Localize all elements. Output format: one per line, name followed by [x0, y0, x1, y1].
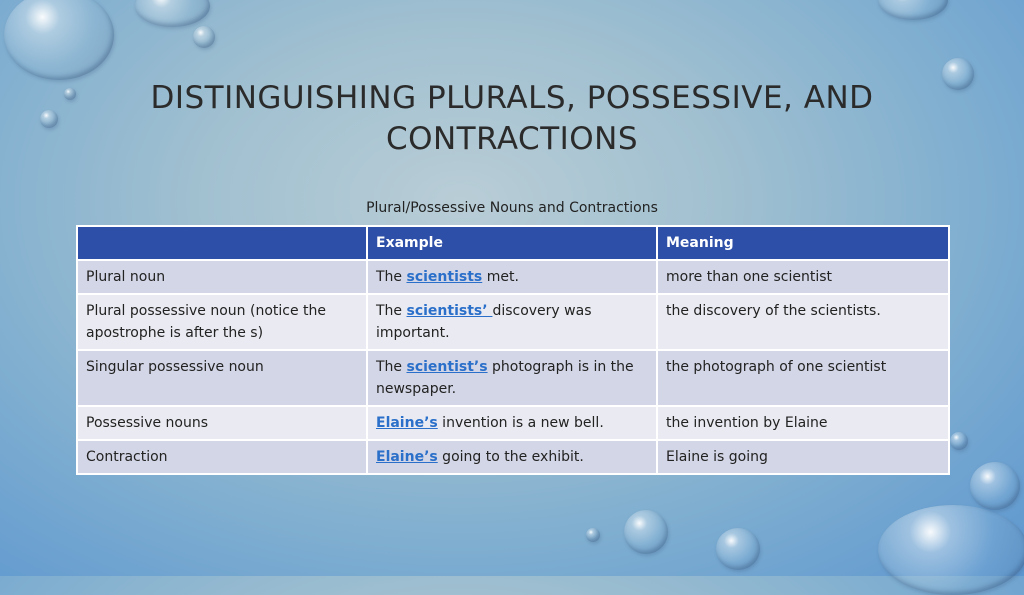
example-text: going to the exhibit.: [437, 449, 584, 465]
keyword-link[interactable]: scientist’s: [406, 359, 488, 375]
term-cell: Singular possessive noun: [77, 350, 367, 406]
header-cell-example: Example: [367, 226, 657, 260]
droplet-decoration: [878, 0, 948, 20]
header-cell-meaning: Meaning: [657, 226, 949, 260]
slide-title-line-1: DISTINGUISHING PLURALS, POSSESSIVE, AND: [150, 80, 874, 116]
table-caption: Plural/Possessive Nouns and Contractions: [366, 200, 658, 216]
keyword-link[interactable]: Elaine’s: [376, 449, 438, 465]
term-cell: Plural noun: [77, 260, 367, 294]
meaning-cell: the discovery of the scientists.: [657, 294, 949, 350]
example-cell: [367, 260, 657, 294]
droplet-decoration: [4, 0, 114, 80]
table-row: [77, 294, 949, 350]
droplet-decoration: [193, 26, 215, 48]
example-cell: [367, 406, 657, 440]
example-text: The: [376, 269, 407, 285]
table-row: [77, 350, 949, 406]
droplet-decoration: [950, 432, 968, 450]
table-row: [77, 260, 949, 294]
slide-title: [120, 78, 904, 160]
keyword-link[interactable]: Elaine’s: [376, 415, 438, 431]
droplet-decoration: [586, 528, 600, 542]
droplet-decoration: [970, 462, 1020, 510]
nouns-table: [76, 225, 950, 475]
droplet-decoration: [40, 110, 58, 128]
droplet-decoration: [942, 58, 974, 90]
meaning-cell: the photograph of one scientist: [657, 350, 949, 406]
table-row: [77, 440, 949, 474]
example-text: discovery was important.: [376, 303, 592, 341]
example-cell: [367, 440, 657, 474]
example-text: met.: [482, 269, 519, 285]
keyword-link[interactable]: scientists’: [406, 303, 493, 319]
meaning-cell: the invention by Elaine: [657, 406, 949, 440]
term-cell: Contraction: [77, 440, 367, 474]
table-row: [77, 406, 949, 440]
example-text: The: [376, 359, 407, 375]
droplet-decoration: [135, 0, 210, 27]
example-cell: [367, 294, 657, 350]
example-text: The: [376, 303, 407, 319]
term-cell: Plural possessive noun (notice the apostrophe is after the s): [77, 294, 367, 350]
meaning-cell: more than one scientist: [657, 260, 949, 294]
header-cell-term: [77, 226, 367, 260]
keyword-link[interactable]: scientists: [406, 269, 483, 285]
example-cell: [367, 350, 657, 406]
example-text: photograph is in the newspaper.: [376, 359, 634, 397]
term-cell: Possessive nouns: [77, 406, 367, 440]
droplet-decoration: [624, 510, 668, 554]
table-header-row: [77, 226, 949, 260]
droplet-decoration: [878, 505, 1024, 595]
slide-title-line-2: CONTRACTIONS: [385, 121, 639, 157]
meaning-cell: Elaine is going: [657, 440, 949, 474]
example-text: invention is a new bell.: [437, 415, 604, 431]
droplet-decoration: [64, 88, 76, 100]
droplet-decoration: [716, 528, 760, 570]
